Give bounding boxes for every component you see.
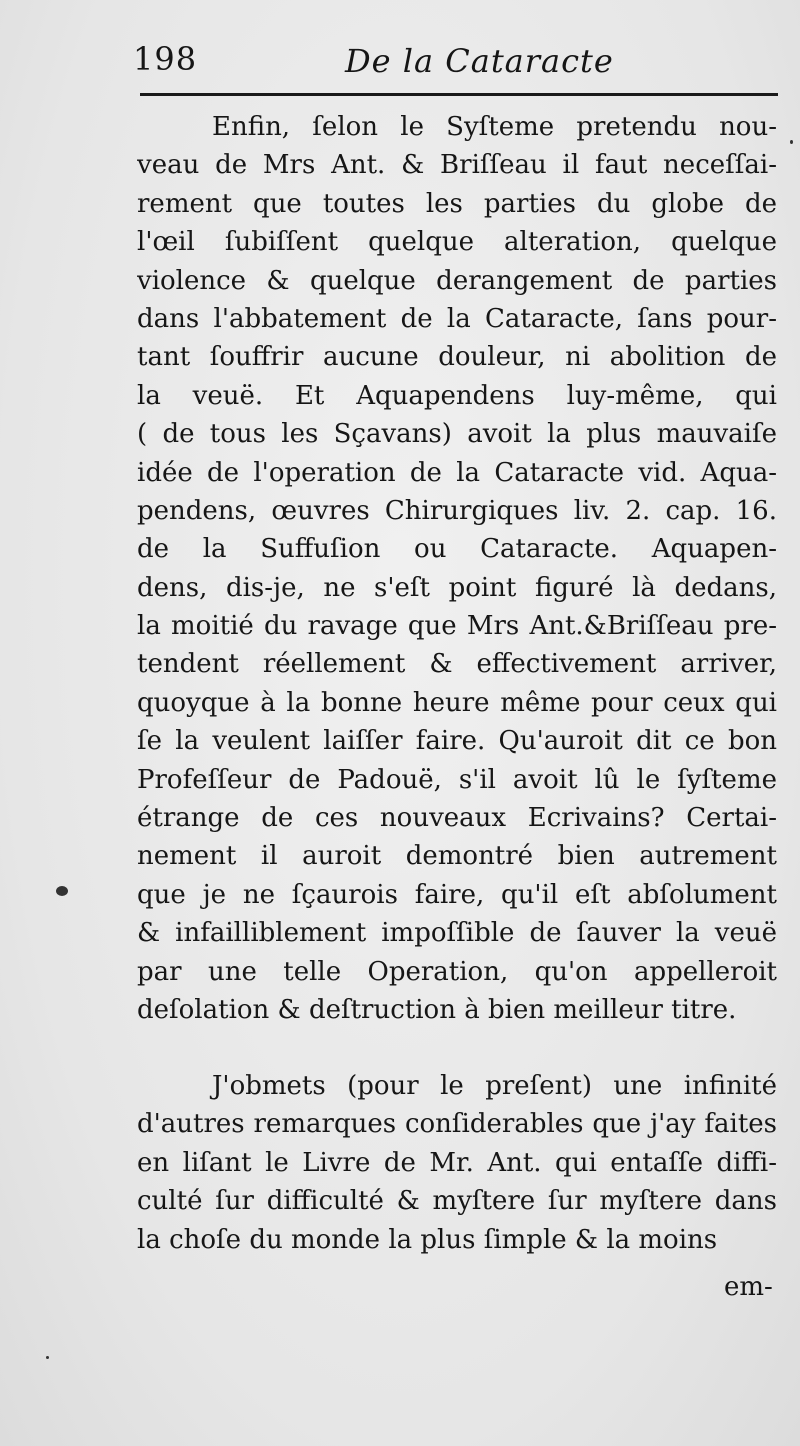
text-line: par une telle Operation, qu'on appelleroit [137,956,777,987]
header-rule [140,93,778,96]
text-line: dans l'abbatement de la Cataracte, ſans pour- [137,303,777,334]
text-line: la veuë. Et Aquapendens luy-même, qui [137,380,777,411]
text-line: ſe la veulent laiſſer faire. Qu'auroit dit ce bon [137,726,777,757]
catchword: em- [724,1272,773,1302]
text-line: ( de tous les Sçavans) avoit la plus mauvaiſe [137,419,777,450]
text-line: violence & quelque derangement de parties [137,265,777,296]
text-line: étrange de ces nouveaux Ecrivains? Certai- [137,803,777,834]
paragraph-1 [137,108,777,1029]
text-line: la moitié du ravage que Mrs Ant.&Briſſeau pre- [137,611,777,642]
text-line: dens, dis-je, ne s'eſt point figuré là dedans, [137,572,777,603]
text-line: la choſe du monde la plus ſimple & la moins [137,1224,718,1255]
text-line: pendens, œuvres Chirurgiques liv. 2. cap. 16. [137,495,777,526]
paragraph-2 [137,1067,777,1259]
text-line: Enfin, ſelon le Syſteme pretendu nou- [212,112,777,142]
text-line: culté ſur difficulté & myſtere ſur myſtere dans [137,1186,777,1217]
text-line: rement que toutes les parties du globe de [137,188,777,219]
text-line: quoyque à la bonne heure même pour ceux qui [137,687,777,718]
ink-speck [790,140,793,144]
text-line: que je ne ſçaurois faire, qu'il eſt abſolument [137,879,777,910]
ink-speck [46,1356,49,1359]
ink-speck [56,886,68,896]
text-line: l'œil ſubiſſent quelque alteration, quelque [137,227,777,258]
text-line: Profeſſeur de Padouë, s'il avoit lû le ſyſteme [137,764,777,795]
text-line: en liſant le Livre de Mr. Ant. qui entaſſe diffi- [137,1147,777,1178]
text-line: veau de Mrs Ant. & Briſſeau il faut neceſſai- [137,150,777,181]
text-line: deſolation & deſtruction à bien meilleur titre. [137,994,737,1025]
text-line: tant ſouffrir aucune douleur, ni abolition de [137,342,777,373]
page-number: 198 [133,40,198,78]
text-line: idée de l'operation de la Cataracte vid. Aqua- [137,457,777,488]
running-title: De la Cataracte [345,42,614,80]
text-line: d'autres remarques conſiderables que j'ay faites [137,1109,777,1140]
text-line: nement il auroit demontré bien autrement [137,841,777,872]
text-line: J'obmets (pour le preſent) une infinité [212,1071,777,1101]
text-line: tendent réellement & effectivement arriver, [137,649,777,680]
text-line: de la Suffuſion ou Cataracte. Aquapen- [137,534,777,565]
text-line: & infailliblement impoſſible de ſauver la veuë [137,918,777,949]
